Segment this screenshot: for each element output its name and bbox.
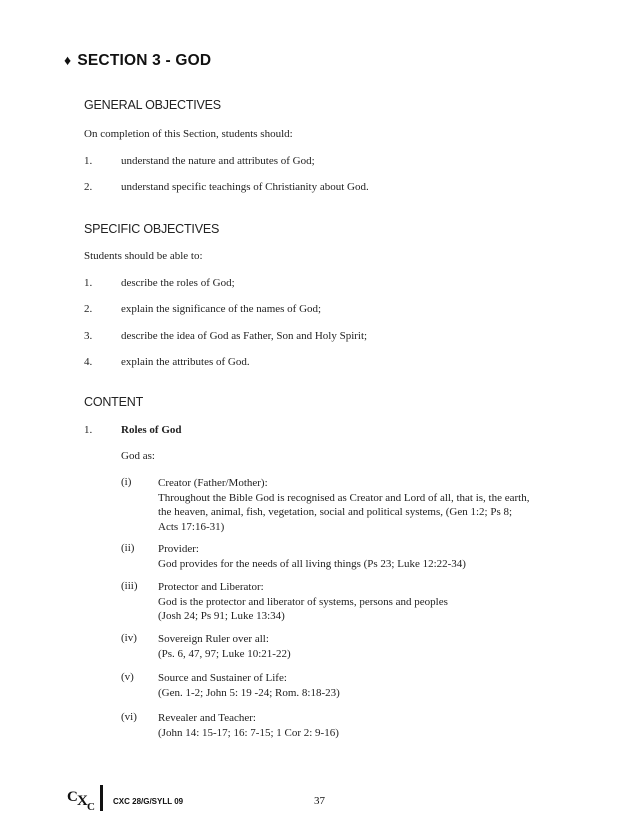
role-title: Source and Sustainer of Life: [158,672,287,684]
logo-letter-x: X [77,793,88,809]
role-number: (v) [121,671,134,683]
role-number: (iv) [121,632,137,644]
content-heading: CONTENT [84,395,144,409]
specific-objective-text: describe the idea of God as Father, Son and Holy Spirit; [121,330,368,342]
role-block [158,671,558,700]
general-objectives-intro: On completion of this Section, students should: [84,128,293,140]
role-description-line: (Gen. 1-2; John 5: 19 -24; Rom. 8:18-23) [158,686,340,699]
specific-objective-number: 3. [84,330,93,342]
content-lead: God as: [121,450,155,462]
role-number: (ii) [121,542,135,554]
logo-letter-c2: C [87,801,95,812]
section-title [64,52,211,70]
syllabus-code: CXC 28/G/SYLL 09 [113,797,184,806]
general-objective-number: 2. [84,181,93,193]
role-description-line: God provides for the needs of all living things (Ps 23; Luke 12:22-34) [158,557,466,570]
logo-letter-c1: C [67,789,78,805]
general-objective-text: understand specific teachings of Christianity about God. [121,181,369,193]
role-title: Revealer and Teacher: [158,712,256,724]
general-objective-text: understand the nature and attributes of God; [121,155,315,167]
specific-objective-number: 4. [84,356,93,368]
role-block [158,632,558,661]
role-number: (i) [121,476,132,488]
role-block [158,476,558,534]
role-block [158,711,558,740]
page-number: 37 [314,795,325,807]
role-description-line: (John 14: 15-17; 16: 7-15; 1 Cor 2: 9-16) [158,726,339,739]
logo-divider-bar [100,785,103,811]
section-title-text: SECTION 3 - GOD [77,52,212,69]
specific-objective-text: describe the roles of God; [121,277,235,289]
content-topic-title: Roles of God [121,424,182,436]
role-number: (iii) [121,580,138,592]
role-description-line: the heaven, animal, fish, vegetation, social and political systems, (Gen 1:2; Ps 8; [158,506,513,518]
specific-objectives-heading: SPECIFIC OBJECTIVES [84,222,220,236]
cxc-logo-icon [66,784,104,812]
role-title: Sovereign Ruler over all: [158,633,269,645]
specific-objectives-intro: Students should be able to: [84,250,203,262]
role-description-line: God is the protector and liberator of systems, persons and peoples [158,595,448,608]
role-description-line: Acts 17:16-31) [158,520,225,533]
role-block [158,580,558,624]
role-title: Creator (Father/Mother): [158,477,268,489]
role-description-line: Throughout the Bible God is recognised as Creator and Lord of all, that is, the earth, [158,491,530,504]
content-topic-number: 1. [84,424,93,436]
role-title: Provider: [158,543,199,555]
role-description-line: (Josh 24; Ps 91; Luke 13:34) [158,610,285,622]
general-objective-number: 1. [84,155,93,167]
specific-objective-number: 2. [84,303,93,315]
role-block [158,542,558,571]
general-objectives-heading: GENERAL OBJECTIVES [84,98,221,112]
specific-objective-text: explain the significance of the names of God; [121,303,322,315]
role-description-line: (Ps. 6, 47, 97; Luke 10:21-22) [158,647,291,660]
specific-objective-number: 1. [84,277,93,289]
role-number: (vi) [121,711,137,723]
specific-objective-text: explain the attributes of God. [121,356,250,368]
diamond-bullet-icon: ♦ [64,52,72,68]
role-title: Protector and Liberator: [158,581,264,593]
